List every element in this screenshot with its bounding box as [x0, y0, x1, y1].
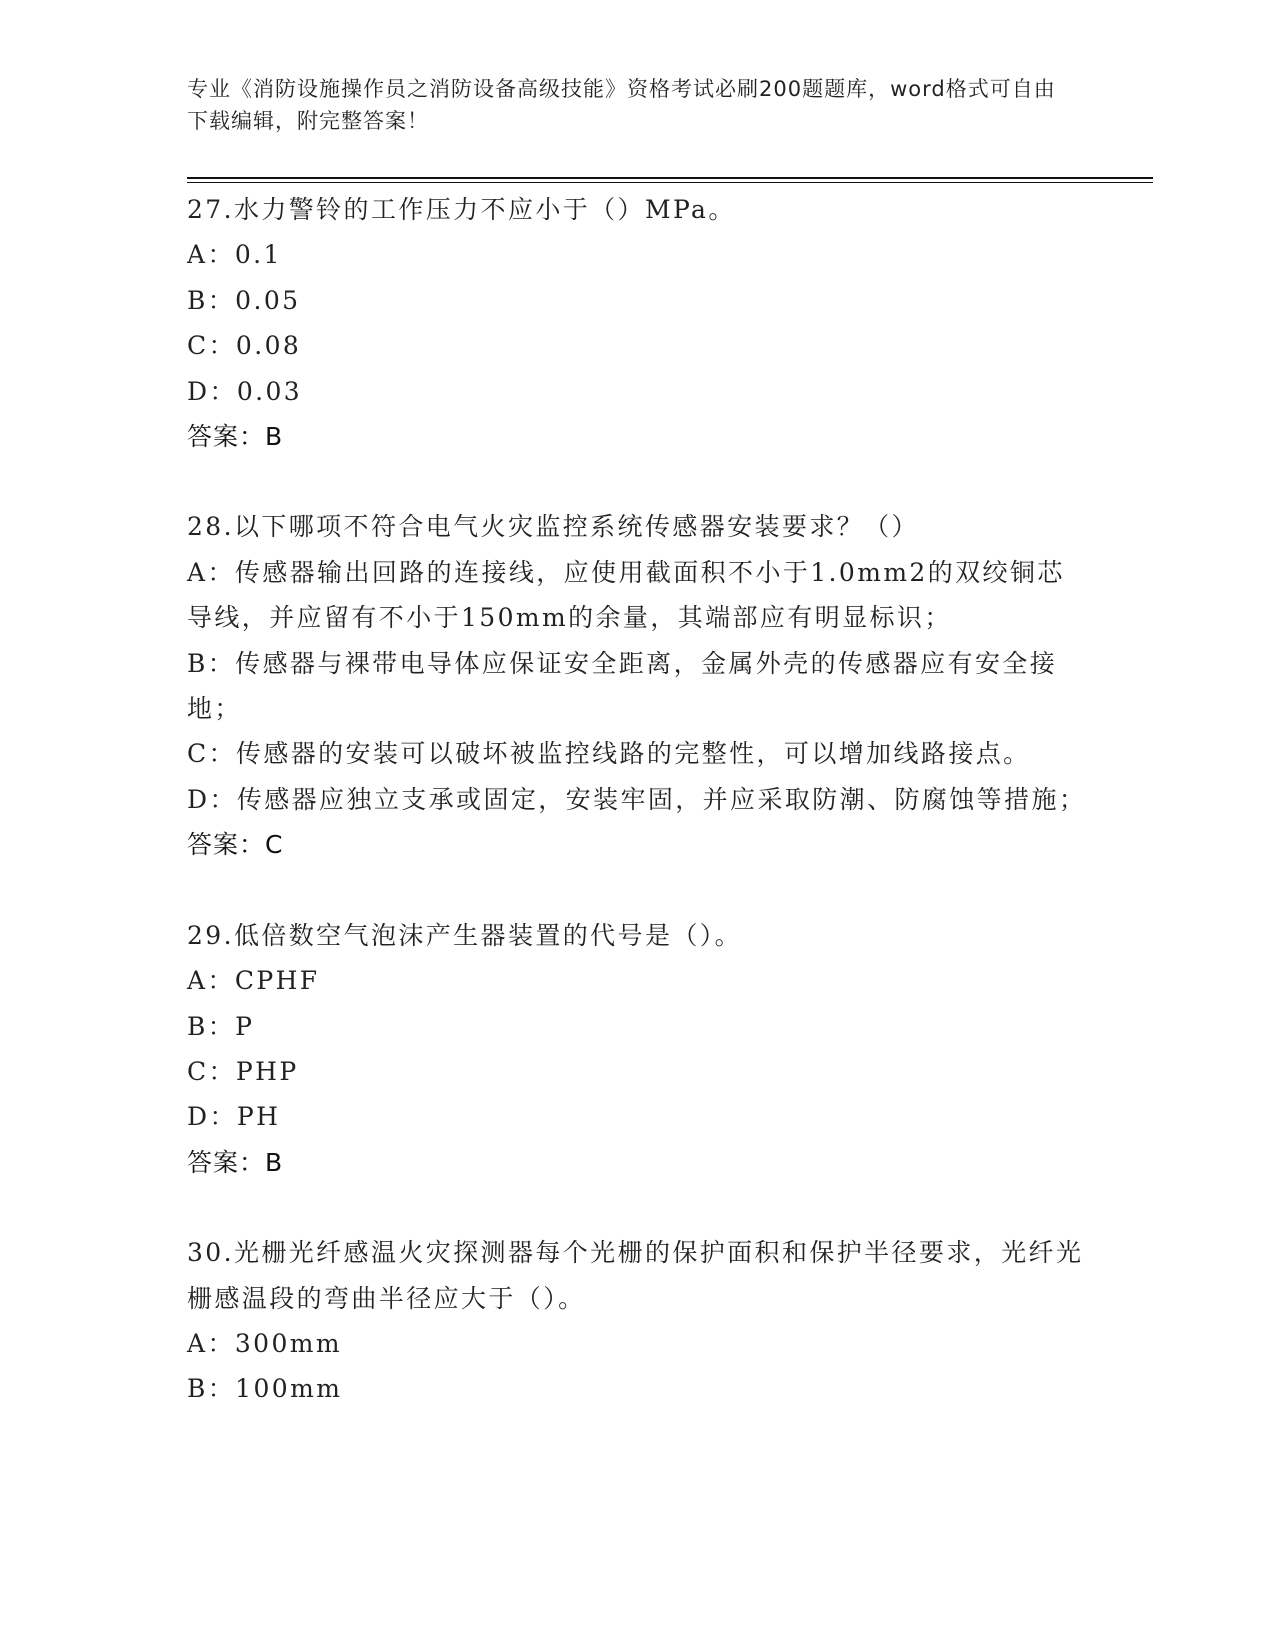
- option-b: B：P: [187, 1011, 255, 1041]
- option-b: B：100mm: [187, 1374, 343, 1404]
- option-c: C：PHP: [187, 1056, 299, 1086]
- question-stem: 28.以下哪项不符合电气火灾监控系统传感器安装要求？（）: [187, 512, 919, 542]
- option-a: A：传感器输出回路的连接线，应使用截面积不小于1.0mm2的双绞铜芯导线，并应留有不小于150mm的余量，其端部应有明显标识；: [187, 557, 1065, 633]
- question-stem: 27.水力警铃的工作压力不应小于（）MPa。: [187, 195, 736, 224]
- question-30: [187, 1230, 1087, 1412]
- question-stem: 29.低倍数空气泡沫产生器装置的代号是（）。: [187, 920, 743, 950]
- option-c: C：0.08: [187, 331, 302, 361]
- header-divider: [187, 177, 1153, 179]
- answer-label: 答案：B: [187, 1147, 284, 1177]
- answer-label: 答案：C: [187, 830, 284, 860]
- option-a: A：CPHF: [187, 966, 320, 996]
- option-d: D：传感器应独立支承或固定，安装牢固，并应采取防潮、防腐蚀等措施；: [187, 784, 1087, 814]
- answer-label: 答案：B: [187, 422, 284, 452]
- header-divider-thin: [187, 182, 1153, 183]
- option-b: B：传感器与裸带电导体应保证安全距离，金属外壳的传感器应有安全接地；: [187, 648, 1058, 724]
- question-28: [187, 504, 1087, 867]
- option-d: D：0.03: [187, 376, 303, 406]
- option-a: A：0.1: [187, 240, 282, 270]
- option-b: B：0.05: [187, 285, 301, 315]
- question-list: [187, 187, 1087, 1457]
- question-stem: 30.光栅光纤感温火灾探测器每个光栅的保护面积和保护半径要求，光纤光栅感温段的弯曲半径应大于（）。: [187, 1238, 1084, 1313]
- option-d: D：PH: [187, 1102, 281, 1132]
- question-29: [187, 913, 1087, 1185]
- question-27: [187, 187, 1087, 459]
- option-a: A：300mm: [187, 1328, 342, 1358]
- document-header: 专业《消防设施操作员之消防设备高级技能》资格考试必刷200题题库，word格式可自由下载编辑，附完整答案！: [187, 77, 1056, 133]
- option-c: C：传感器的安装可以破坏被监控线路的完整性，可以增加线路接点。: [187, 739, 1031, 769]
